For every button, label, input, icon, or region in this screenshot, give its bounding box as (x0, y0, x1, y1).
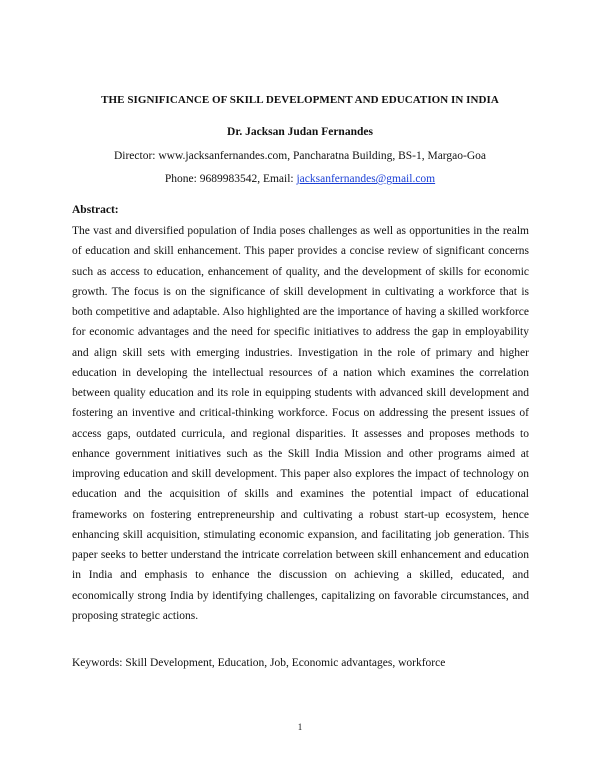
author-affiliation: Director: www.jacksanfernandes.com, Pancharatna Building, BS-1, Margao-Goa (113, 150, 487, 162)
keywords-line: Keywords: Skill Development, Education, Job, Economic advantages, workforce (72, 657, 446, 669)
page-number: 1 (297, 722, 303, 732)
contact-prefix: Phone: 9689983542, Email: (164, 173, 297, 185)
abstract-body: The vast and diversified population of India poses challenges as well as opportunities in the realm of education and skill enhancement. This paper provides a concise review of significant concerns such as access to education, enhancement of quality, and the development of skills for economic growth. The focus is on the significance of skill development in cultivating a workforce that is both competitive and adaptable. Also highlighted are the importance of having a skilled workforce for economic advantages and the need for specific initiatives to address the gap in employability and align skill sets with emerging industries. Investigation in the role of primary and higher education in developing the intellectual resources of a nation which examines the correlation between quality education and its role in equipping students with advanced skill development and fostering an inventive and critical-thinking workforce. Focus on addressing the present issues of access gaps, outdated curricula, and regional disparities. It assesses and proposes methods to enhance government initiatives such as the Skill India Mission and other programs aimed at improving education and skill development. This paper also explores the impact of technology on education and the acquisition of skills and examines the potential impact of educational frameworks on fostering entrepreneurship and cultivating a robust start-up ecosystem, hence enhancing skill acquisition, stimulating economic expansion, and facilitating job generation. This paper seeks to better understand the intricate correlation between skill enhancement and education in India and emphasis to enhance the discussion on achieving a skilled, educated, and economically strong India by identifying challenges, capitalizing on favorable circumstances, and proposing strategic actions. (72, 225, 529, 622)
email-link[interactable]: jacksanfernandes@gmail.com (296, 173, 436, 185)
author-name: Dr. Jacksan Judan Fernandes (227, 126, 373, 138)
paper-title: THE SIGNIFICANCE OF SKILL DEVELOPMENT AND EDUCATION IN INDIA (101, 94, 499, 106)
author-contact (0, 173, 600, 185)
abstract-heading: Abstract: (72, 204, 119, 216)
